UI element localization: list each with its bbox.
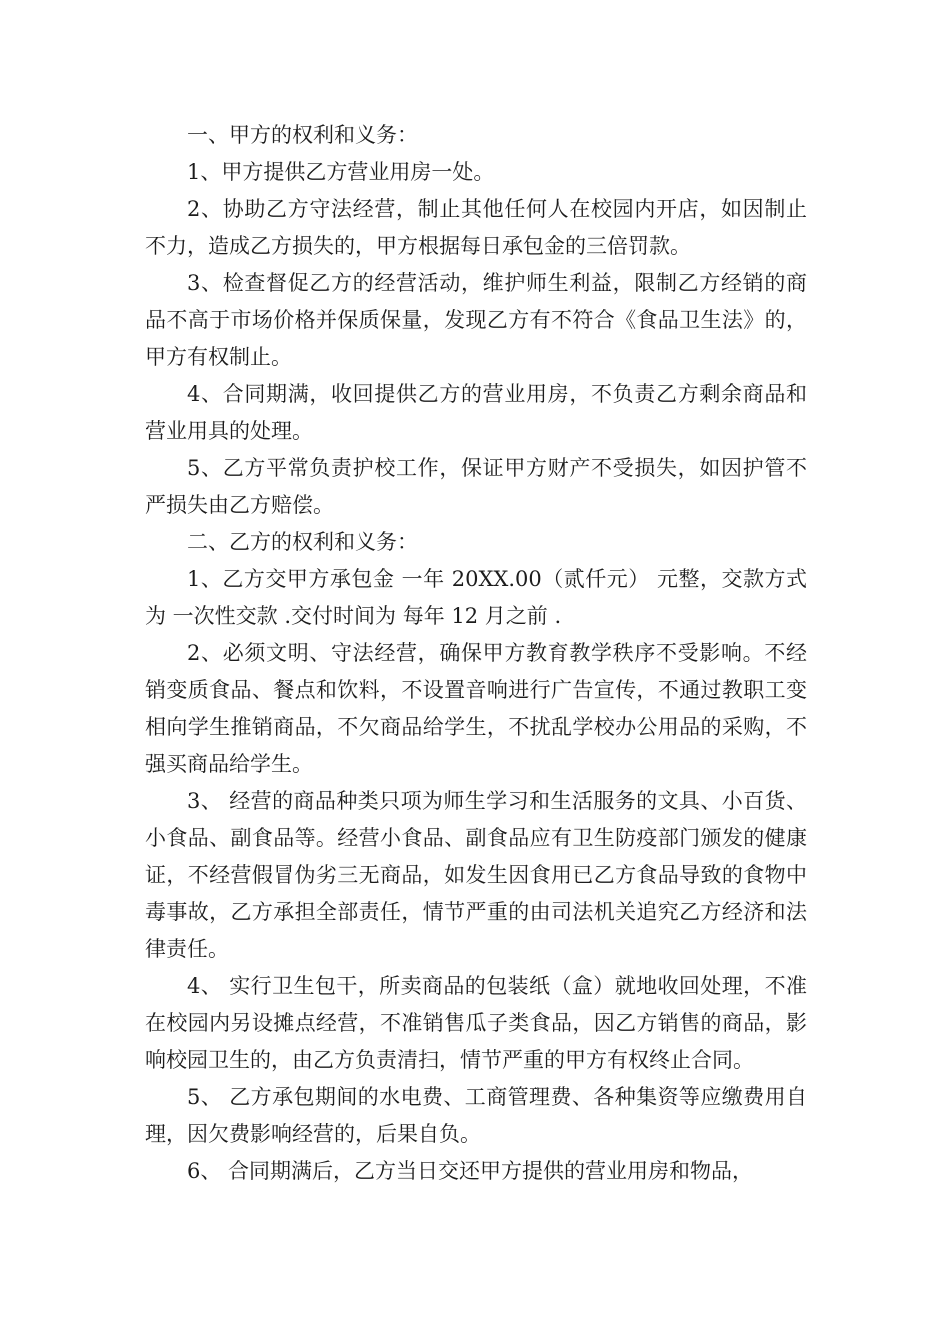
paragraph: 2、协助乙方守法经营，制止其他任何人在校园内开店，如因制止不力，造成乙方损失的，甲方根据每日承包金的三倍罚款。	[145, 197, 807, 258]
paragraph: 3、 经营的商品种类只项为师生学习和生活服务的文具、小百货、小食品、副食品等。经营小食品、副食品应有卫生防疫部门颁发的健康证，不经营假冒伪劣三无商品，如发生因食用已乙方食品导致的食物中毒事故，乙方承担全部责任，情节严重的由司法机关追究乙方经济和法律责任。	[145, 789, 807, 961]
paragraph: 5、 乙方承包期间的水电费、工商管理费、各种集资等应缴费用自理，因欠费影响经营的，后果自负。	[145, 1085, 807, 1146]
section-heading-party-b: 二、乙方的权利和义务：	[187, 530, 418, 554]
paragraph: 2、必须文明、守法经营，确保甲方教育教学秩序不受影响。不经销变质食品、餐点和饮料，不设置音响进行广告宣传，不通过教职工变相向学生推销商品，不欠商品给学生，不扰乱学校办公用品的采购，不强买商品给学生。	[145, 641, 807, 776]
document-body	[145, 117, 807, 1190]
paragraph: 3、检查督促乙方的经营活动，维护师生利益，限制乙方经销的商品不高于市场价格并保质保量，发现乙方有不符合《食品卫生法》的，甲方有权制止。	[145, 271, 807, 369]
paragraph: 5、乙方平常负责护校工作，保证甲方财产不受损失，如因护管不严损失由乙方赔偿。	[145, 456, 807, 517]
paragraph: 4、 实行卫生包干，所卖商品的包装纸（盒）就地收回处理，不准在校园内另设摊点经营，不准销售瓜子类食品，因乙方销售的商品，影响校园卫生的，由乙方负责清扫，情节严重的甲方有权终止合同。	[145, 974, 807, 1072]
paragraph: 4、合同期满，收回提供乙方的营业用房，不负责乙方剩余商品和营业用具的处理。	[145, 382, 807, 443]
section-heading-party-a: 一、甲方的权利和义务：	[187, 123, 418, 147]
paragraph: 1、乙方交甲方承包金 一年 20XX.00（贰仟元） 元整，交款方式为 一次性交款 .交付时间为 每年 12 月之前 .	[145, 567, 807, 628]
paragraph: 1、甲方提供乙方营业用房一处。	[187, 160, 495, 184]
paragraph: 6、 合同期满后，乙方当日交还甲方提供的营业用房和物品，	[187, 1159, 754, 1183]
